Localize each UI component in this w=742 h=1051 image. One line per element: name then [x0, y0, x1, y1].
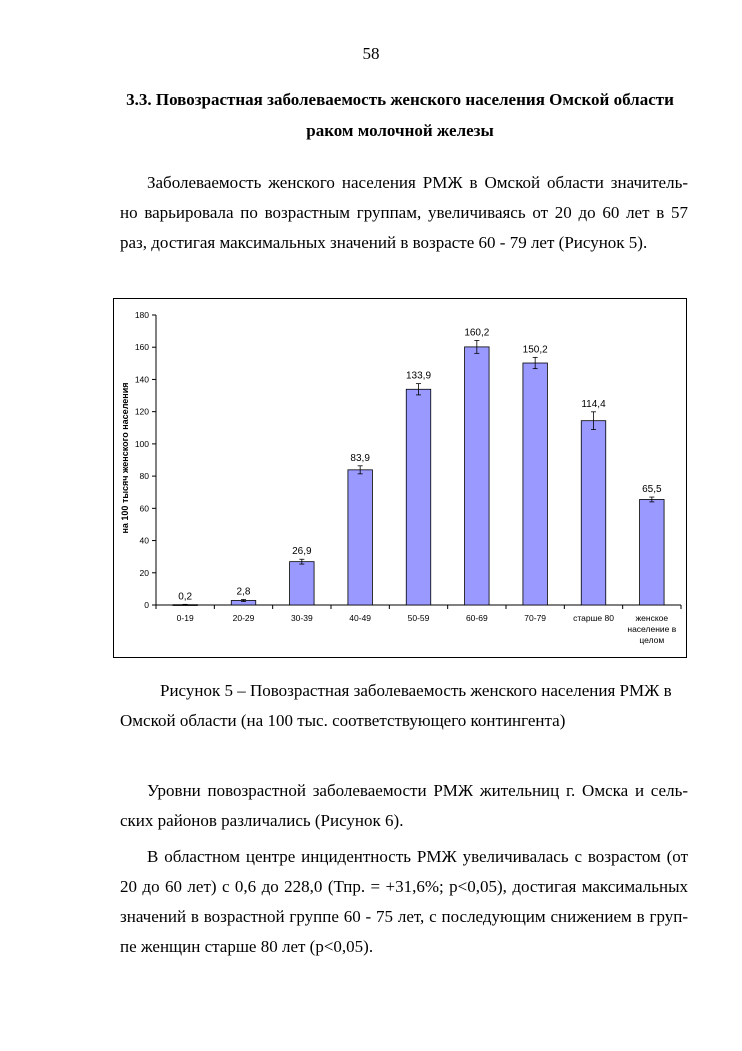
x-tick-label: 30-39: [290, 613, 313, 623]
bar: [581, 421, 606, 605]
paragraph2-line-2: ских районов различались (Рисунок 6).: [120, 811, 404, 830]
data-label: 133,9: [405, 370, 432, 382]
paragraph1-line-3: раз, достигая максимальных значений в возрасте 60 - 79 лет (Рисунок 5).: [120, 233, 648, 252]
x-tick-label: целом: [639, 635, 665, 645]
paragraph2-line-1: Уровни повозрастной заболеваемости РМЖ жительниц г. Омска и сель-: [147, 781, 688, 800]
paragraph1-line-2: но варьировала по возрастным группам, увеличиваясь от 20 до 60 лет в 57: [120, 203, 688, 222]
paragraph3-line-1: В областном центре инцидентность РМЖ увеличивалась с возрастом (от: [147, 847, 688, 866]
data-label: 83,9: [350, 452, 370, 464]
data-label: 65,5: [642, 484, 662, 496]
page-number: 58: [362, 44, 380, 63]
section-title-line-2: раком молочной железы: [306, 121, 494, 140]
bar: [406, 389, 431, 605]
x-tick-label: 50-59: [407, 613, 430, 623]
y-tick-label: 80: [139, 471, 149, 482]
bar-chart-svg: [114, 299, 686, 657]
x-tick-label: 60-69: [465, 613, 488, 623]
data-label: 26,9: [292, 546, 312, 558]
x-tick-label: 0-19: [176, 613, 194, 623]
bar: [290, 562, 315, 605]
data-label: 160,2: [464, 327, 490, 339]
paragraph1-line-1: Заболеваемость женского населения РМЖ в Омской области значитель-: [147, 173, 688, 192]
y-tick-label: 120: [134, 406, 149, 417]
y-tick-label: 140: [134, 374, 149, 385]
bar: [640, 499, 665, 605]
figure-caption-line-2: Омской области (на 100 тыс. соответствующего контингента): [120, 711, 566, 730]
y-tick-label: 60: [139, 503, 149, 514]
paragraph3-line-3: значений в возрастной группе 60 - 75 лет, с последующим снижением в груп-: [120, 907, 688, 926]
section-title-line-1: 3.3. Повозрастная заболеваемость женского населения Омской области: [126, 90, 674, 109]
data-label: 114,4: [581, 398, 606, 410]
x-tick-label: 20-29: [232, 613, 255, 623]
data-label: 2,8: [236, 586, 251, 598]
x-tick-label: женское: [635, 613, 669, 623]
data-label: 150,2: [522, 344, 548, 356]
data-label: 0,2: [178, 591, 193, 603]
figure-5-chart: [113, 298, 687, 658]
x-tick-label: 70-79: [524, 613, 547, 623]
bar: [465, 347, 490, 605]
y-axis-label: на 100 тысяч женского населения: [120, 382, 130, 534]
figure-caption-line-1: Рисунок 5 – Повозрастная заболеваемость женского населения РМЖ в: [160, 681, 672, 700]
chart-bars: [173, 327, 664, 605]
y-tick-label: 100: [134, 438, 149, 449]
bar: [348, 470, 373, 605]
y-tick-label: 40: [139, 535, 149, 546]
paragraph3-line-2: 20 до 60 лет) с 0,6 до 228,0 (Тпр. = +31,6%; p<0,05), достигая максимальных: [120, 877, 688, 896]
paragraph3-line-4: пе женщин старше 80 лет (p<0,05).: [120, 937, 374, 956]
y-tick-label: 20: [139, 567, 149, 578]
y-tick-label: 180: [134, 310, 149, 320]
x-tick-label: старше 80: [573, 613, 614, 623]
y-tick-label: 0: [144, 600, 149, 610]
x-tick-label: население в: [627, 624, 677, 634]
bar: [523, 363, 548, 605]
y-tick-label: 160: [134, 342, 149, 353]
x-tick-label: 40-49: [349, 613, 372, 623]
